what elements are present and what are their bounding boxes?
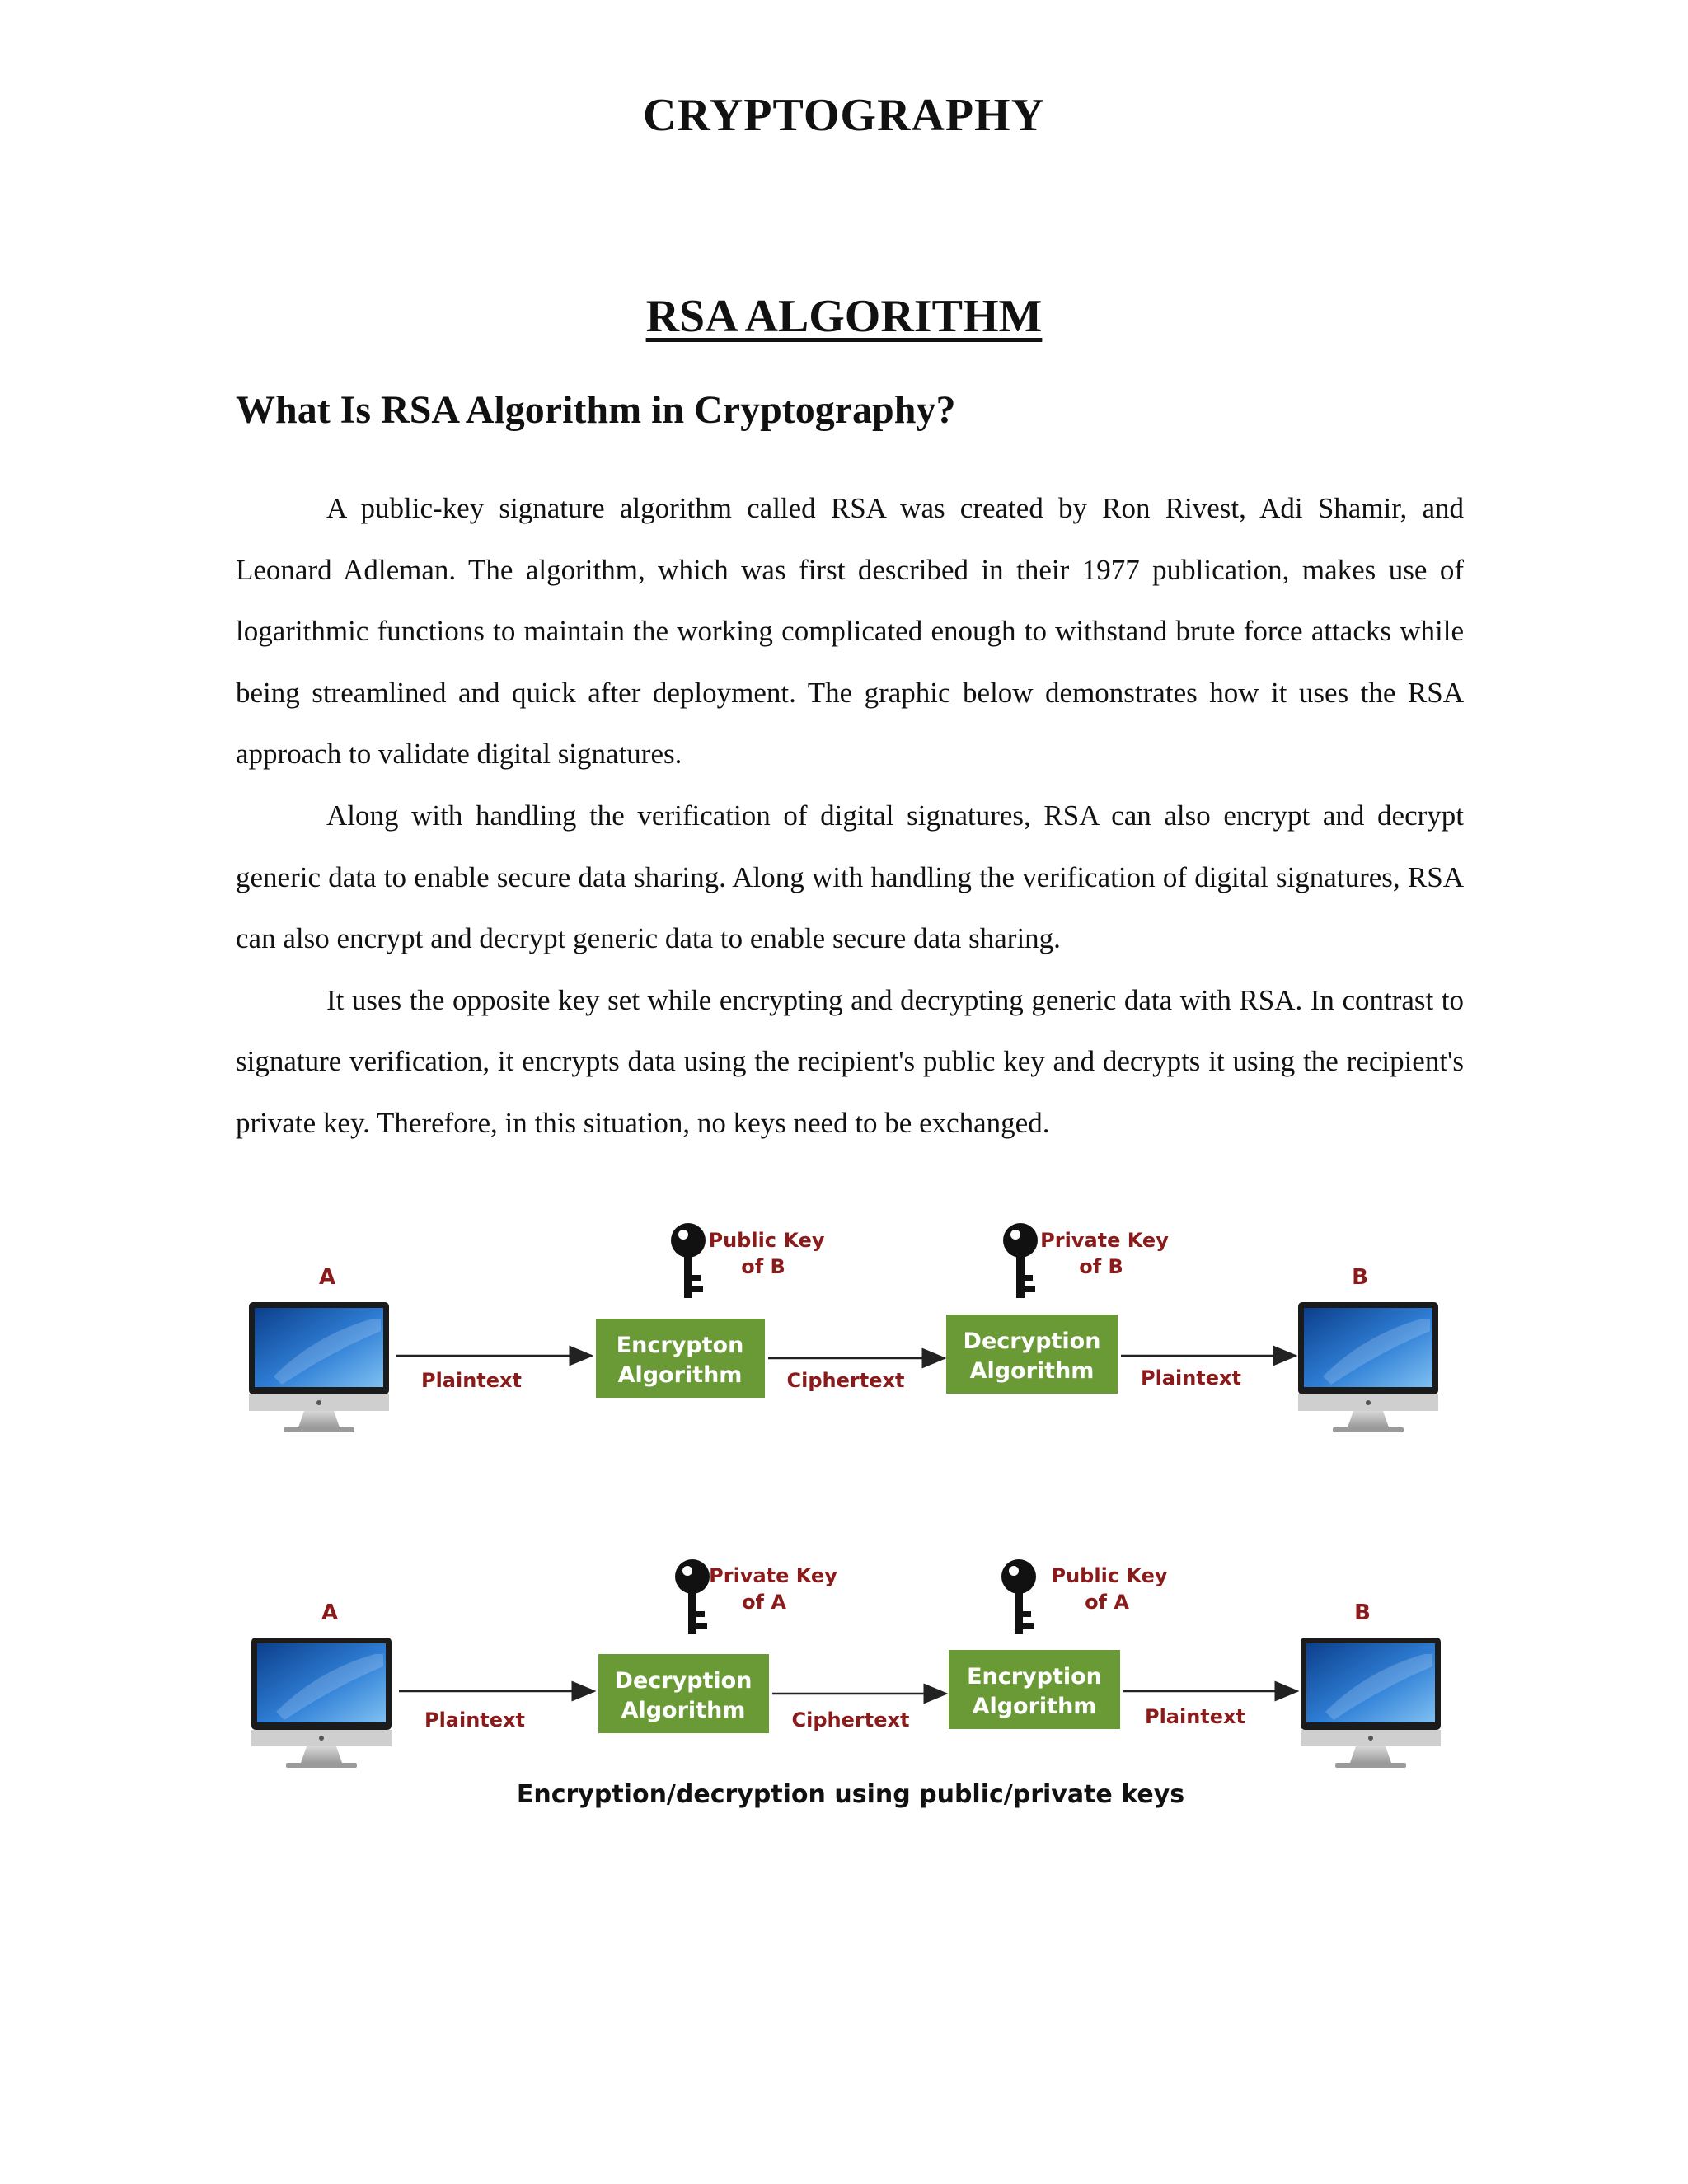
- computer-b-icon-row-1: [1298, 1302, 1438, 1432]
- ciphertext-label: Ciphertext: [791, 1708, 910, 1732]
- plaintext-label: Plaintext: [1144, 1705, 1246, 1728]
- page-title: CRYPTOGRAPHY: [642, 90, 1046, 141]
- algorithm-box-line2: Algorithm: [621, 1698, 746, 1723]
- rsa-diagram-svg: [239, 1207, 1451, 1825]
- plaintext-label: Plaintext: [424, 1708, 526, 1732]
- sender-label-row-1: A: [318, 1265, 336, 1290]
- rsa-diagram: [239, 1207, 1451, 1825]
- key-label-line2: of A: [1085, 1591, 1129, 1614]
- paragraph-2: Along with handling the verification of digital signatures, RSA can also encrypt and decrypt generic data to enable secure data sharing. Along with handling the verification of digital signatures, RSA can also encrypt and decrypt generic data to enable secure data sharing.: [236, 799, 1464, 955]
- ciphertext-label: Ciphertext: [786, 1369, 905, 1392]
- computer-a-icon-row-2: [251, 1638, 392, 1768]
- receiver-label-row-1: B: [1352, 1265, 1368, 1290]
- key-icon: [1003, 1223, 1038, 1298]
- key-label-line2: of B: [741, 1255, 785, 1278]
- subheading: What Is RSA Algorithm in Cryptography?: [236, 388, 956, 432]
- key-label-line1: Public Key: [708, 1229, 825, 1252]
- diagram-row-2: [251, 1559, 1441, 1768]
- diagram-caption: Encryption/decryption using public/private keys: [516, 1780, 1185, 1809]
- plaintext-label: Plaintext: [420, 1369, 523, 1392]
- algorithm-box-line1: Decryption: [614, 1668, 753, 1694]
- key-label-line1: Private Key: [709, 1564, 837, 1587]
- receiver-label-row-2: B: [1354, 1601, 1371, 1625]
- key-icon: [1001, 1559, 1036, 1634]
- key-label-line1: Private Key: [1040, 1229, 1169, 1252]
- algorithm-box-line2: Algorithm: [617, 1362, 743, 1388]
- key-label-line2: of B: [1079, 1255, 1123, 1278]
- key-icon: [671, 1223, 706, 1298]
- key-label-line2: of A: [742, 1591, 786, 1614]
- algorithm-box-line2: Algorithm: [969, 1358, 1095, 1384]
- algorithm-box-line2: Algorithm: [972, 1694, 1097, 1719]
- algorithm-box-line1: Encrypton: [616, 1333, 744, 1358]
- plaintext-label: Plaintext: [1140, 1366, 1242, 1390]
- key-label-line1: Public Key: [1051, 1564, 1168, 1587]
- diagram-row-1: [249, 1223, 1438, 1432]
- sender-label-row-2: A: [321, 1601, 339, 1625]
- paragraph-1: A public-key signature algorithm called RSA was created by Ron Rivest, Adi Shamir, and Leonard Adleman. The algorithm, which was first described in their 1977 publication, makes use of logarithmic functions to maintain the working complicated enough to withstand brute force attacks while being streamlined and quick after deployment. The graphic below demonstrates how it uses the RSA approach to validate digital signatures.: [236, 492, 1464, 771]
- paragraph-3: It uses the opposite key set while encrypting and decrypting generic data with RSA. In contrast to signature verification, it encrypts data using the recipient's public key and decrypts it using the recipient's private key. Therefore, in this situation, no keys need to be exchanged.: [236, 983, 1464, 1139]
- algorithm-box-line1: Encryption: [967, 1664, 1102, 1690]
- algorithm-box-line1: Decryption: [963, 1329, 1101, 1354]
- computer-a-icon-row-1: [249, 1302, 389, 1432]
- section-title: RSA ALGORITHM: [645, 291, 1043, 342]
- body-text: [236, 478, 1464, 1155]
- key-icon: [675, 1559, 710, 1634]
- computer-b-icon-row-2: [1301, 1638, 1441, 1768]
